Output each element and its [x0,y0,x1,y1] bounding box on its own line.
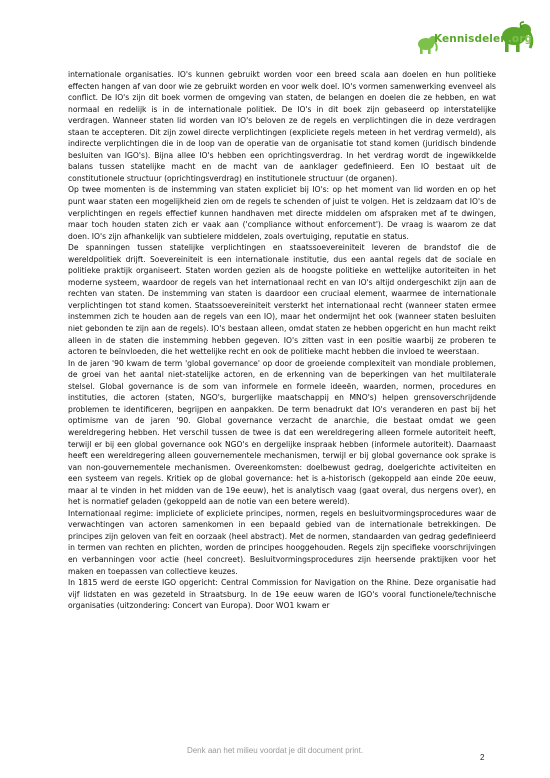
footer-note: Denk aan het milieu voordat je dit document print. [186,746,364,755]
paragraph-3: De spanningen tussen statelijke verplichtingen en staatssoevereiniteit leveren de brandstof die de wereldpolitiek drijft. Soevereiniteit is een internationale institutie, dus een aantal regels dat de sociale en politieke praktijk organiseert. Staten worden gezien als de hoogste politieke en wettelijke autoriteiten in het moderne systeem, waardoor de regels van het internationaal recht en van IO's altijd ondergeschikt zijn aan de rechten van staten. De instemming van staten is daardoor een cruciaal element, waarmee de internationale verplichtingen tot stand komen. Staatssoevereiniteit versterkt het internationaal recht (wanneer staten ermee instemmen zich te houden aan de regels van een IO), maar het ondermijnt het ook (wanneer staten besluiten niet gebonden te zijn aan de regels). IO's bestaan alleen, omdat staten ze hebben opgericht en hun macht reikt alleen in de staten die instemming hebben gegeven. IO's zitten vast in een positie waarbij ze proberen te actoren te beïnvloeden, die het wettelijke recht en ook de politieke macht hebben die invloed te weerstaan. [68,243,496,357]
paragraph-1: internationale organisaties. IO's kunnen gebruikt worden voor een breed scala aan doelen en hun politieke effecten hangen af van door wie ze gebruikt worden en voor welk doel. IO's vormen samenwerking evenveel als conflict. De IO's zijn dit boek vormen de omgeving van staten, de belangen en doelen die ze hebben, en wat normaal en redelijk is in de internationale politiek. De IO's in dit boek zijn gebaseerd op interstatelijke verdragen. Wanneer staten lid worden van IO's beloven ze de regels en verplichtingen die in deze verdragen staan te accepteren. Dit zijn zowel directe verplichtingen (expliciete regels meteen in het verdrag vermeld), als indirecte verplichtingen die in de loop van de operatie van de organisatie tot stand komen (juridisch bindende besluiten van IGO's). Bijna allee IO's hebben een oprichtingsverdrag. In het verdrag wordt de ingewikkelde balans tussen statelijke macht en de macht van de aanklager gedefinieerd. Een IO bestaat uit de constitutionele structuur (oprichtingsverdrag) en institutionele structuur (de organen). [68,70,496,183]
paragraph-5: Internationaal regime: impliciete of expliciete principes, normen, regels en besluitvormingsprocedures waar de verwachtingen van actoren samenkomen in een bepaald gebied van de internationale betrekkingen. De principes zijn geloven van feit en oorzaak (heel abstract). Met de normen, standaarden van gedrag gedefinieerd in termen van rechten en plichten, worden de principes hooggehouden. Regels zijn specifieke voorschrijvingen en verbanningen voor actie (heel concreet). Besluitvormingsprocedures zijn heersende praktijken voor het maken en toepassen van collectieve keuzes. [68,508,496,576]
paragraph-2: Op twee momenten is de instemming van staten expliciet bij IO's: op het moment van lid worden en op het punt waar staten een mogelijkheid zien om de regels te schenden of juist te volgen. Het is zeldzaam dat IO's de verplichtingen en regels effectief kunnen handhaven met directe middelen om afspraken met af te dwingen, maar toch houden staten zich er vaak aan ('compliance without enforcement'). De vraag is waarom ze dat doen. IO's zijn afhankelijk van subtielere middelen, zoals overtuiging, reputatie en status. [68,185,496,241]
site-logo [412,18,536,56]
paragraph-4: In de jaren '90 kwam de term 'global governance' op door de groeiende complexiteit van mondiale problemen, de groei van het aantal niet-statelijke actoren, en de erkenning van de beperkingen van het multilaterale stelsel. Global governance is de som van informele en formele ideeën, waarden, normen, procedures en instituties, die actoren (staten, NGO's, burgerlijke maatschappij en MNO's) helpen grensoverschrijdende problemen te identificeren, begrijpen en aanpakken. De term benadrukt dat IO's veranderen en past bij het optimisme van de jaren '90. Global governance verzacht de anarchie, die bestaat omdat we geen wereldregering hebben. Het verschil tussen de twee is dat een wereldregering alleen formele autoriteit heeft, terwijl er bij een global governance ook NGO's en dergelijke inspraak hebben (informele autoriteit). Daarnaast heeft een wereldregering alleen gouvernementele mechanismen, terwijl er bij global governance ook sprake is van non-gouvernementele mechanismen. Overeenkomsten: doelbewust gedrag, doelgerichte activiteiten en een systeem van regels. Kritiek op de global governance: het is a-historisch (gekoppeld aan einde 20e eeuw, maar al te vinden in het midden van de 19e eeuw), het is analytisch vaag (gaat overal, dus nergens over), en het is normatief geladen (gekoppeld aan de notie van een betere wereld). [68,358,496,507]
logo-tld: .org [507,33,533,45]
page-number: 2 [480,753,485,762]
logo-brand: Kennisdelen [434,33,508,45]
document-body [68,69,496,612]
paragraph-6: In 1815 werd de eerste IGO opgericht: Central Commission for Navigation on the Rhine. Deze organisatie had vijf lidstaten en was gezeteld in Straatsburg. In de 19e eeuw waren de IGO's vooral functionele/technische organisaties (uitzondering: Concert van Europa). Door WO1 kwam er [68,578,496,611]
logo-wordmark [434,33,532,45]
